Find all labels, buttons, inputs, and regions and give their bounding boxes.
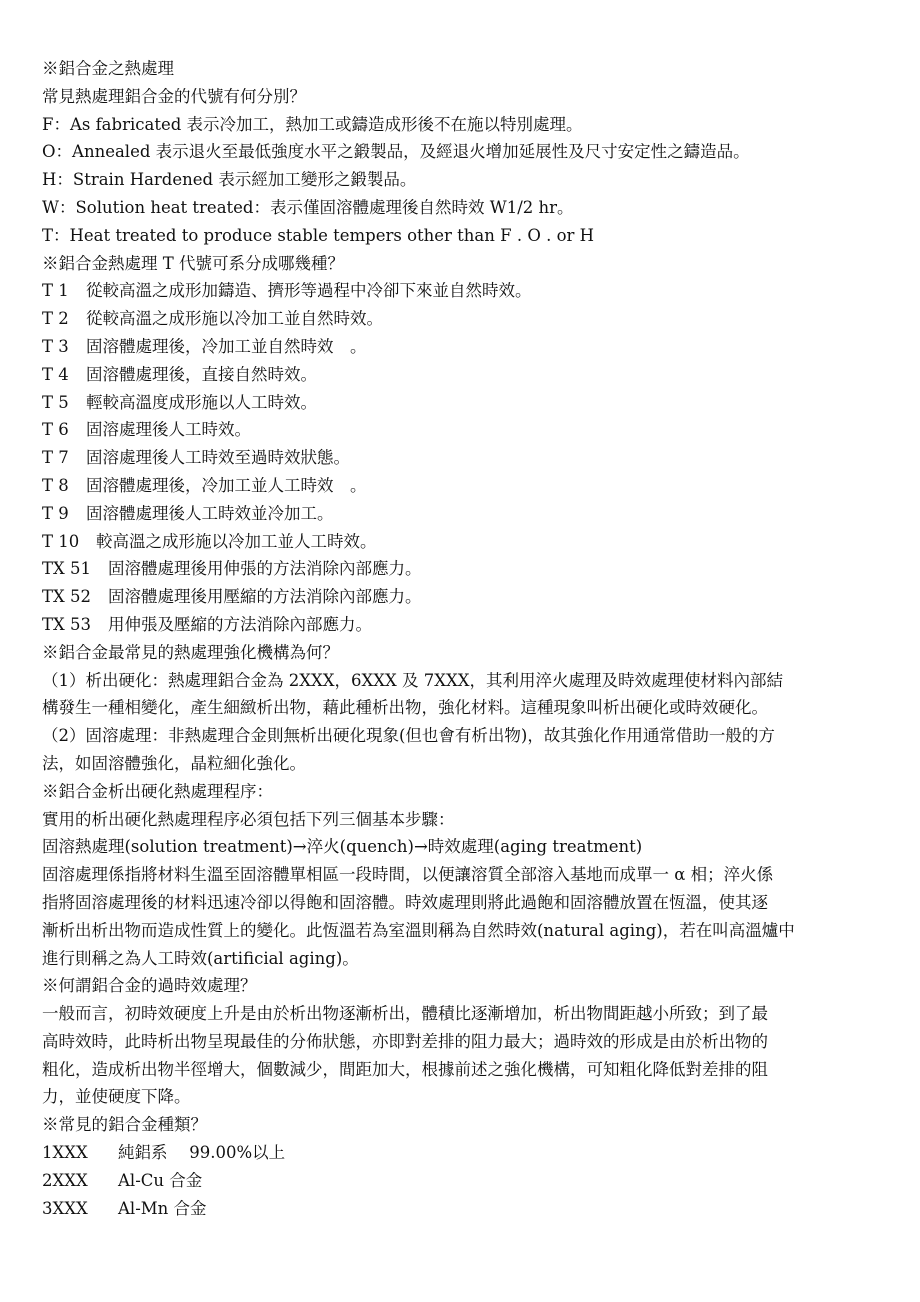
t-code-desc: 固溶體處理後人工時效並冷加工。 — [86, 503, 334, 523]
temper-item: T：Heat treated to produce stable tempers other than F . O . or H — [42, 225, 595, 245]
t-code-row — [42, 500, 872, 528]
alloy-row — [42, 1167, 872, 1195]
tx-code: TX 51 — [42, 559, 91, 579]
question-line: 常見熱處理鋁合金的代號有何分別？ — [42, 86, 306, 106]
alloy-desc: Al-Mn 合金 — [118, 1198, 207, 1218]
t-code-row — [42, 528, 872, 556]
section-heading: ※常見的鋁合金種類？ — [42, 1115, 207, 1135]
alloy-desc: 純鋁系 99.00%以上 — [118, 1143, 286, 1163]
t-code-desc: 從較高溫之成形加鑄造、擠形等過程中冷卻下來並自然時效。 — [86, 281, 532, 301]
section-heading: ※鋁合金最常見的熱處理強化機構為何？ — [42, 642, 339, 662]
t-code: T 7 — [42, 448, 69, 468]
t-code: T 8 — [42, 475, 69, 495]
temper-item: W：Solution heat treated：表示僅固溶體處理後自然時效 W1/2 hr。 — [42, 197, 574, 217]
temper-item: F：As fabricated 表示冷加工，熱加工或鑄造成形後不在施以特別處理。 — [42, 114, 583, 134]
tx-code-row — [42, 555, 872, 583]
paragraph-overaging — [42, 1000, 872, 1111]
paragraph-solution-treatment — [42, 722, 872, 778]
tx-code-desc: 用伸張及壓縮的方法消除內部應力。 — [108, 614, 372, 634]
process-steps: 固溶熱處理(solution treatment)→淬火(quench)→時效處理(aging treatment) — [42, 837, 643, 857]
alloy-desc: Al-Cu 合金 — [118, 1170, 203, 1190]
paragraph-line: 力，並使硬度下降。 — [42, 1087, 191, 1107]
document-page — [42, 55, 872, 1222]
paragraph-line: 粗化，造成析出物半徑增大，個數減少，間距加大，根據前述之強化機構，可知粗化降低對差排的阻 — [42, 1059, 768, 1079]
temper-item: H：Strain Hardened 表示經加工變形之鍛製品。 — [42, 170, 417, 190]
section-heading: ※鋁合金熱處理 T 代號可系分成哪幾種？ — [42, 253, 344, 273]
t-code-row — [42, 416, 872, 444]
paragraph-process — [42, 861, 872, 972]
t-code: T 2 — [42, 309, 69, 329]
t-code: T 10 — [42, 531, 80, 551]
section-heading: ※何謂鋁合金的過時效處理？ — [42, 976, 257, 996]
alloy-series: 1XXX — [42, 1143, 88, 1163]
alloy-series: 2XXX — [42, 1170, 88, 1190]
t-code-row — [42, 305, 872, 333]
tx-code-desc: 固溶體處理後用伸張的方法消除內部應力。 — [108, 559, 422, 579]
temper-item: O：Annealed 表示退火至最低強度水平之鍛製品，及經退火增加延展性及尺寸安定性之鑄造品。 — [42, 142, 750, 162]
paragraph-precipitation-hardening — [42, 667, 872, 723]
t-code: T 6 — [42, 420, 69, 440]
tx-code: TX 52 — [42, 587, 91, 607]
alloy-series: 3XXX — [42, 1198, 88, 1218]
alloy-row — [42, 1195, 872, 1223]
t-code-row — [42, 389, 872, 417]
t-code-desc: 較高溫之成形施以冷加工並人工時效。 — [96, 531, 377, 551]
t-code-desc: 固溶處理後人工時效至過時效狀態。 — [86, 448, 350, 468]
tx-code-row — [42, 611, 872, 639]
t-code-row — [42, 361, 872, 389]
t-code-row — [42, 333, 872, 361]
t-code-row — [42, 277, 872, 305]
t-code-desc: 固溶體處理後，直接自然時效。 — [86, 364, 317, 384]
paragraph-line: 構發生一種相變化，產生細緻析出物，藉此種析出物，強化材料。這種現象叫析出硬化或時效硬化。 — [42, 698, 768, 718]
t-code: T 3 — [42, 336, 69, 356]
t-code-desc: 固溶體處理後，冷加工並自然時效 。 — [86, 336, 367, 356]
tx-code: TX 53 — [42, 614, 91, 634]
section-heading: ※鋁合金之熱處理 — [42, 59, 174, 78]
t-code: T 9 — [42, 503, 69, 523]
intro-line: 實用的析出硬化熱處理程序必須包括下列三個基本步驟： — [42, 809, 455, 829]
tx-code-desc: 固溶體處理後用壓縮的方法消除內部應力。 — [108, 587, 422, 607]
section-heading: ※鋁合金析出硬化熱處理程序： — [42, 781, 273, 801]
paragraph-line: 進行則稱之為人工時效(artificial aging)。 — [42, 948, 359, 968]
paragraph-line: 法，如固溶體強化，晶粒細化強化。 — [42, 753, 306, 773]
t-code-row — [42, 444, 872, 472]
tx-code-row — [42, 583, 872, 611]
t-code-row — [42, 472, 872, 500]
paragraph-line: 一般而言，初時效硬度上升是由於析出物逐漸析出，體積比逐漸增加，析出物間距越小所致；到了最 — [42, 1004, 768, 1024]
t-code-desc: 固溶處理後人工時效。 — [86, 420, 251, 440]
paragraph-line: 高時效時，此時析出物呈現最佳的分佈狀態，亦即對差排的阻力最大；過時效的形成是由於析出物的 — [42, 1031, 768, 1051]
paragraph-line: （1）析出硬化：熱處理鋁合金為 2XXX，6XXX 及 7XXX，其利用淬火處理及時效處理使材料內部結 — [42, 670, 783, 690]
paragraph-line: 漸析出析出物而造成性質上的變化。此恆溫若為室溫則稱為自然時效(natural aging)，若在叫高溫爐中 — [42, 920, 795, 940]
alloy-row — [42, 1139, 872, 1167]
t-code: T 1 — [42, 281, 69, 301]
t-code-desc: 輕較高溫度成形施以人工時效。 — [86, 392, 317, 412]
t-code: T 5 — [42, 392, 69, 412]
t-code: T 4 — [42, 364, 69, 384]
t-code-desc: 從較高溫之成形施以冷加工並自然時效。 — [86, 309, 383, 329]
paragraph-line: 固溶處理係指將材料生溫至固溶體單相區一段時間，以便讓溶質全部溶入基地而成單一 α 相；淬火係 — [42, 865, 774, 885]
paragraph-line: 指將固溶處理後的材料迅速冷卻以得飽和固溶體。時效處理則將此過飽和固溶體放置在恆溫，使其逐 — [42, 892, 768, 912]
paragraph-line: （2）固溶處理：非熱處理合金則無析出硬化現象(但也會有析出物)，故其強化作用通常借助一般的方 — [42, 726, 775, 746]
t-code-desc: 固溶體處理後，冷加工並人工時效 。 — [86, 475, 367, 495]
